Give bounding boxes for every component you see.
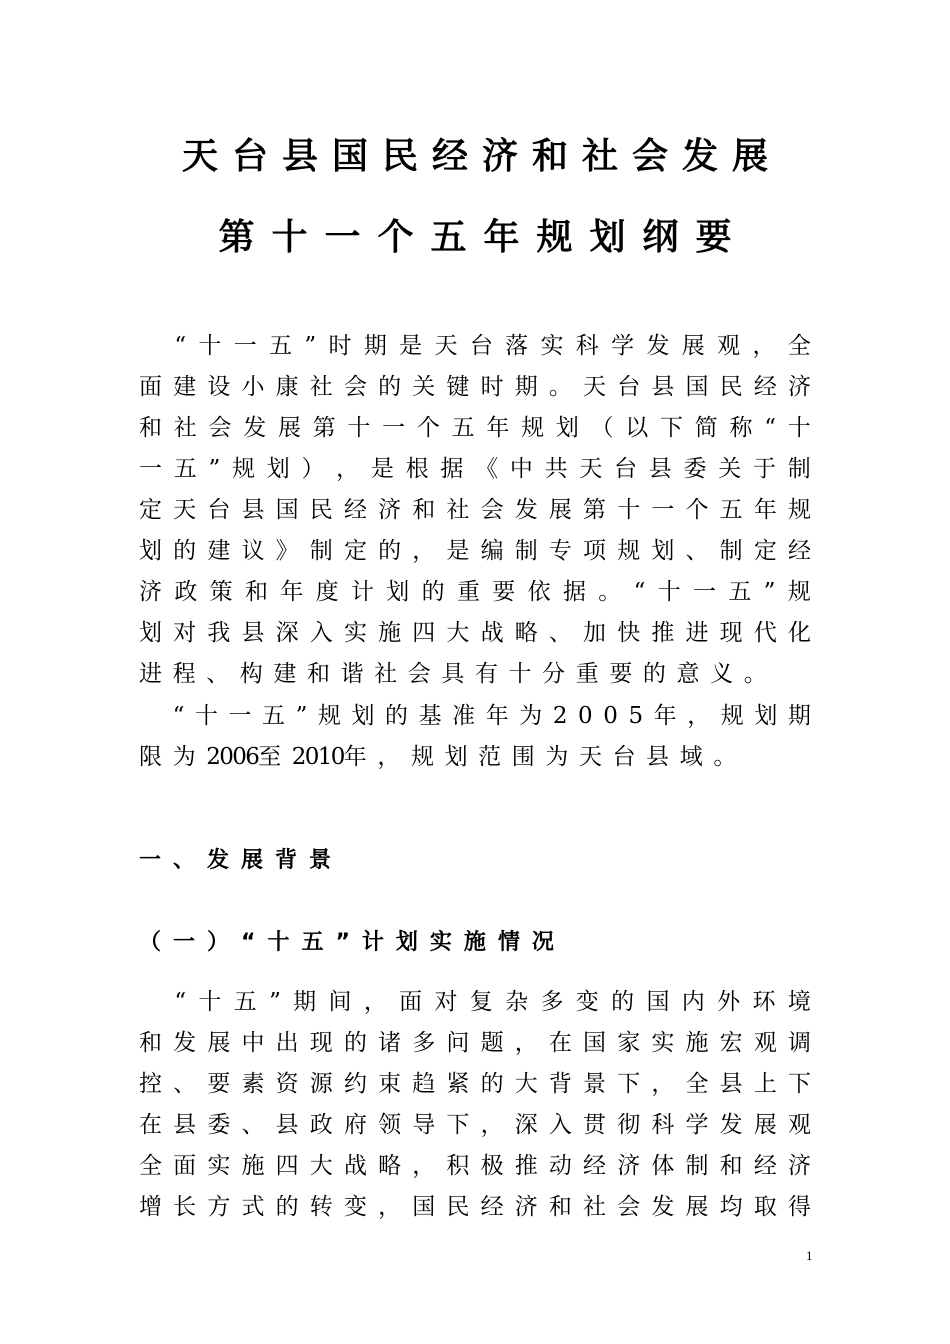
paragraph-line: 控 、 要 素 资 源 约 束 趋 紧 的 大 背 景 下 ， 全 县 上 下 bbox=[139, 1071, 811, 1097]
paragraph-line: 济 政 策 和 年 度 计 划 的 重 要 依 据 。 “ 十 一 五 ” 规 bbox=[139, 579, 811, 605]
section-heading: 一、发展背景 bbox=[139, 848, 344, 873]
implementation-paragraph bbox=[139, 982, 811, 1228]
paragraph-line: 划 对 我 县 深 入 实 施 四 大 战 略 、 加 快 推 进 现 代 化 bbox=[139, 620, 811, 646]
paragraph-line: “ 十 一 五 ” 规 划 的 基 准 年 为 2 0 0 5 年 ， 规 划 期 bbox=[172, 703, 811, 729]
paragraph-line: 限 为 2 0 0 6 至 2 0 1 0 年 ， 规 划 范 围 为 天 台 县 域 。 bbox=[139, 744, 737, 770]
paragraph-line: 全 面 实 施 四 大 战 略 ， 积 极 推 动 经 济 体 制 和 经 济 bbox=[139, 1153, 811, 1179]
document-title-line-2: 第十一个五年规划纲要 bbox=[218, 217, 749, 258]
document-title-line-1: 天台县国民经济和社会发展 bbox=[181, 136, 782, 177]
section-sub-heading: （一）“十五”计划实施情况 bbox=[139, 930, 566, 955]
paragraph-line: 和 发 展 中 出 现 的 诸 多 问 题 ， 在 国 家 实 施 宏 观 调 bbox=[139, 1030, 811, 1056]
paragraph-line: 划 的 建 议 》 制 定 的 ， 是 编 制 专 项 规 划 、 制 定 经 bbox=[139, 538, 811, 564]
paragraph-line: 一 五 ” 规 划 ） ， 是 根 据 《 中 共 天 台 县 委 关 于 制 bbox=[139, 456, 811, 482]
scope-paragraph bbox=[139, 696, 811, 778]
page-number: 1 bbox=[806, 1248, 813, 1263]
intro-paragraph bbox=[139, 326, 811, 695]
paragraph-line: 进 程 、 构 建 和 谐 社 会 具 有 十 分 重 要 的 意 义 。 bbox=[139, 661, 767, 687]
paragraph-line: 和 社 会 发 展 第 十 一 个 五 年 规 划 （ 以 下 简 称 “ 十 bbox=[139, 415, 811, 441]
paragraph-line: 定 天 台 县 国 民 经 济 和 社 会 发 展 第 十 一 个 五 年 规 bbox=[139, 497, 811, 523]
paragraph-line: 在 县 委 、 县 政 府 领 导 下 ， 深 入 贯 彻 科 学 发 展 观 bbox=[139, 1112, 811, 1138]
paragraph-line: 面 建 设 小 康 社 会 的 关 键 时 期 。 天 台 县 国 民 经 济 bbox=[139, 374, 811, 400]
paragraph-line: “ 十 一 五 ” 时 期 是 天 台 落 实 科 学 发 展 观 ， 全 bbox=[174, 333, 811, 359]
paragraph-line: 增 长 方 式 的 转 变 ， 国 民 经 济 和 社 会 发 展 均 取 得 bbox=[139, 1194, 811, 1220]
paragraph-line: “ 十 五 ” 期 间 ， 面 对 复 杂 多 变 的 国 内 外 环 境 bbox=[174, 989, 811, 1015]
